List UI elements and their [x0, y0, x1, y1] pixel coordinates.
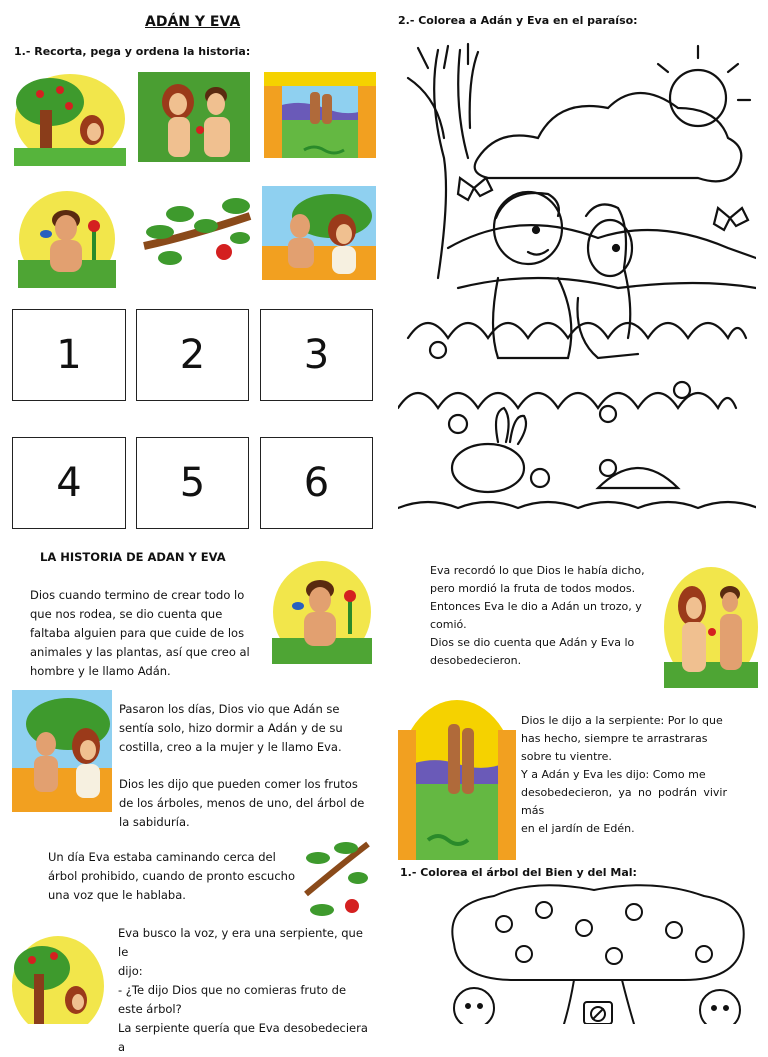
story-line: una voz que le hablaba. — [48, 888, 186, 902]
story-line: Dios se dio cuenta que Adán y Eva lo — [430, 636, 635, 649]
story-paragraph-7 — [521, 712, 727, 838]
story-line: en el jardín de Edén. — [521, 822, 635, 835]
story-line: animales y las plantas, así que creo al — [30, 645, 250, 659]
story-line: Dios les dijo que pueden comer los frutos — [119, 777, 358, 791]
story-line: Dios le dijo a la serpiente: Por lo que — [521, 714, 723, 727]
coloring-heading: 2.- Colorea a Adán y Eva en el paraíso: — [398, 14, 638, 27]
story-title: LA HISTORIA DE ADAN Y EVA — [40, 550, 226, 564]
answer-box-4[interactable] — [12, 437, 126, 529]
story-line: sobre tu vientre. — [521, 750, 612, 763]
story-line: - ¿Te dijo Dios que no comieras fruto de — [118, 983, 347, 997]
story-line: de los árboles, menos de uno, del árbol de — [119, 796, 365, 810]
adam-with-bird-picture — [18, 190, 116, 288]
story-line: Pasaron los días, Dios vio que Adán se — [119, 702, 340, 716]
story-paragraph-3 — [119, 775, 379, 832]
page-title: ADÁN Y EVA — [145, 14, 241, 30]
box-number: 5 — [179, 460, 206, 506]
answer-box-5[interactable] — [136, 437, 249, 529]
adam-with-bird-story-picture — [272, 560, 372, 664]
story-line: sentía solo, hizo dormir a Adán y de su — [119, 721, 343, 735]
story-line: este árbol? — [118, 1002, 182, 1016]
story-line: dijo: — [118, 964, 143, 978]
story-line: costilla, creo a la mujer y le llamo Eva. — [119, 740, 342, 754]
story-line: comió. — [430, 618, 467, 631]
story-paragraph-2 — [119, 700, 379, 757]
story-paragraph-6 — [430, 562, 656, 670]
box-number: 1 — [56, 332, 82, 378]
forbidden-fruit-branch-picture — [140, 196, 254, 272]
box-number: 3 — [303, 332, 330, 378]
story-line: Eva recordó lo que Dios le había dicho, — [430, 564, 645, 577]
adam-and-eve-apple-picture — [138, 72, 250, 162]
story-line: faltaba alguien para que cuide de los — [30, 626, 245, 640]
story-line: Y a Adán y Eva les dijo: Como me — [521, 768, 706, 781]
story-line: desobedecieron, ya no podrán vivir más — [521, 786, 727, 817]
story-paragraph-1 — [30, 586, 270, 681]
story-line: pero mordió la fruta de todos modos. — [430, 582, 636, 595]
story-line: que nos rodea, se dio cuenta que — [30, 607, 223, 621]
expelled-from-garden-picture — [264, 72, 376, 158]
eve-at-tree-story-picture — [12, 934, 104, 1024]
answer-box-1[interactable] — [12, 309, 126, 401]
story-line: árbol prohibido, cuando de pronto escucho — [48, 869, 295, 883]
box-number: 6 — [303, 460, 330, 506]
eve-at-tree-picture — [14, 72, 126, 166]
box-number: 2 — [179, 332, 206, 378]
story-line: La serpiente quería que Eva desobedeciera a — [118, 1021, 368, 1054]
box-number: 4 — [56, 460, 82, 506]
eve-created-picture — [262, 186, 376, 280]
paradise-coloring-picture — [398, 38, 756, 520]
story-line: Un día Eva estaba caminando cerca del — [48, 850, 276, 864]
story-line: desobedecieron. — [430, 654, 522, 667]
story-paragraph-5 — [118, 924, 376, 1057]
story-line: Entonces Eva le dio a Adán un trozo, y — [430, 600, 642, 613]
story-line: la sabiduría. — [119, 815, 190, 829]
cut-paste-heading: 1.- Recorta, pega y ordena la historia: — [14, 45, 251, 58]
story-line: Dios cuando termino de crear todo lo — [30, 588, 245, 602]
eve-created-story-picture — [12, 690, 112, 812]
story-line: Eva busco la voz, y era una serpiente, que le — [118, 926, 363, 959]
tree-coloring-heading: 1.- Colorea el árbol del Bien y del Mal: — [400, 866, 637, 879]
answer-box-2[interactable] — [136, 309, 249, 401]
story-line: hombre y le llamo Adán. — [30, 664, 171, 678]
story-line: has hecho, siempre te arrastraras — [521, 732, 708, 745]
adam-and-eve-apple-story-picture — [664, 566, 758, 688]
expelled-story-picture — [398, 700, 516, 860]
answer-box-3[interactable] — [260, 309, 373, 401]
answer-box-6[interactable] — [260, 437, 373, 529]
fruit-branch-story-picture — [302, 834, 372, 922]
story-paragraph-4 — [48, 848, 298, 905]
good-and-evil-tree-coloring-picture — [434, 884, 754, 1024]
